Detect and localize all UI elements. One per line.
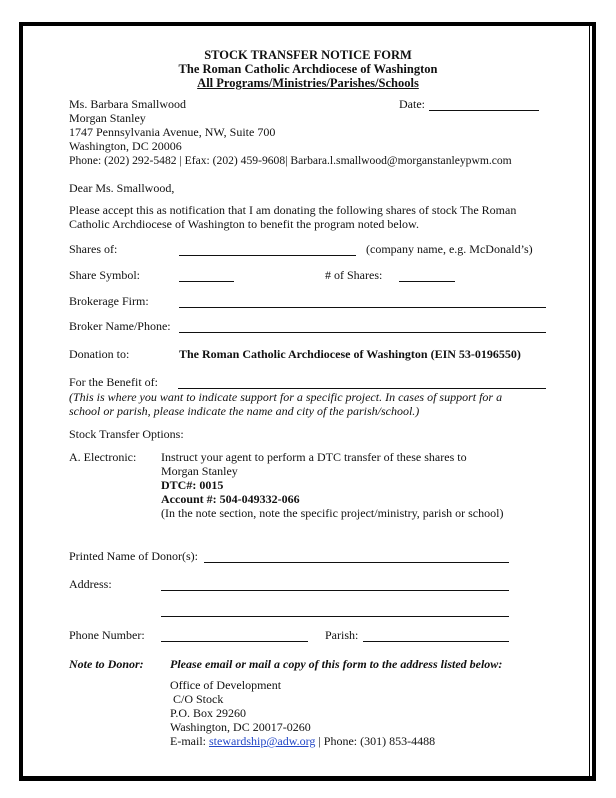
- benefit-note-line-1: (This is where you want to indicate support for a specific project. In cases of support for a: [69, 390, 503, 404]
- office-name: Office of Development: [170, 678, 282, 692]
- form-title: STOCK TRANSFER NOTICE FORM: [204, 48, 412, 62]
- parish-label: Parish:: [325, 628, 359, 642]
- page-border-inner-line: [589, 26, 590, 776]
- letter-body-line-2: Catholic Archdiocese of Washington to benefit the program noted below.: [69, 217, 419, 231]
- shares-of-hint: (company name, e.g. McDonald’s): [366, 242, 533, 256]
- broker-name-phone-label: Broker Name/Phone:: [69, 319, 171, 333]
- note-to-donor-instruction: Please email or mail a copy of this form to the address listed below:: [170, 657, 503, 671]
- email-link[interactable]: stewardship@adw.org: [209, 734, 316, 748]
- phone-field[interactable]: [161, 641, 308, 642]
- phone-label: Phone Number:: [69, 628, 145, 642]
- brokerage-firm-field[interactable]: [179, 307, 546, 308]
- care-of: C/O Stock: [170, 692, 224, 706]
- note-to-donor-label: Note to Donor:: [69, 657, 144, 671]
- recipient-street: 1747 Pennsylvania Avenue, NW, Suite 700: [69, 125, 276, 139]
- recipient-city: Washington, DC 20006: [69, 139, 182, 153]
- date-field[interactable]: [429, 110, 539, 111]
- account-number: Account #: 504-049332-066: [161, 492, 300, 506]
- benefit-note-line-2: school or parish, please indicate the name and city of the parish/school.): [69, 404, 420, 418]
- form-scope: All Programs/Ministries/Parishes/Schools: [197, 76, 419, 90]
- shares-of-label: Shares of:: [69, 242, 118, 256]
- dtc-number: DTC#: 0015: [161, 478, 224, 492]
- recipient-contact: Phone: (202) 292-5482 | Efax: (202) 459-9608| Barbara.l.smallwood@morganstanleypwm.com: [69, 154, 512, 167]
- office-phone: | Phone: (301) 853-4488: [315, 734, 436, 748]
- electronic-line-2: Morgan Stanley: [161, 464, 238, 478]
- share-symbol-label: Share Symbol:: [69, 268, 140, 282]
- brokerage-firm-label: Brokerage Firm:: [69, 294, 149, 308]
- address-field-line-2[interactable]: [161, 616, 509, 617]
- salutation: Dear Ms. Smallwood,: [69, 181, 175, 195]
- num-shares-label: # of Shares:: [325, 268, 383, 282]
- letter-body-line-1: Please accept this as notification that I am donating the following shares of stock The Roman: [69, 203, 517, 217]
- parish-field[interactable]: [363, 641, 509, 642]
- donation-to-label: Donation to:: [69, 347, 130, 361]
- donor-name-label: Printed Name of Donor(s):: [69, 549, 198, 563]
- benefit-of-label: For the Benefit of:: [69, 375, 158, 389]
- electronic-label: A. Electronic:: [69, 450, 137, 464]
- donation-to-value: The Roman Catholic Archdiocese of Washington (EIN 53-0196550): [179, 347, 521, 361]
- shares-of-field[interactable]: [179, 255, 356, 256]
- date-label: Date:: [399, 97, 425, 111]
- address-field-line-1[interactable]: [161, 590, 509, 591]
- donor-name-field[interactable]: [204, 562, 509, 563]
- share-symbol-field[interactable]: [179, 281, 234, 282]
- email-prefix: E-mail:: [170, 734, 209, 748]
- office-city: Washington, DC 20017-0260: [170, 720, 311, 734]
- recipient-company: Morgan Stanley: [69, 111, 146, 125]
- po-box: P.O. Box 29260: [170, 706, 247, 720]
- electronic-line-1: Instruct your agent to perform a DTC transfer of these shares to: [161, 450, 467, 464]
- recipient-name: Ms. Barbara Smallwood: [69, 97, 186, 111]
- broker-name-phone-field[interactable]: [179, 332, 546, 333]
- electronic-note: (In the note section, note the specific project/ministry, parish or school): [161, 506, 504, 520]
- benefit-of-field[interactable]: [178, 388, 546, 389]
- organization-name: The Roman Catholic Archdiocese of Washington: [178, 62, 438, 76]
- transfer-options-heading: Stock Transfer Options:: [69, 427, 184, 441]
- address-label: Address:: [69, 577, 112, 591]
- office-contact: [170, 735, 435, 748]
- num-shares-field[interactable]: [399, 281, 455, 282]
